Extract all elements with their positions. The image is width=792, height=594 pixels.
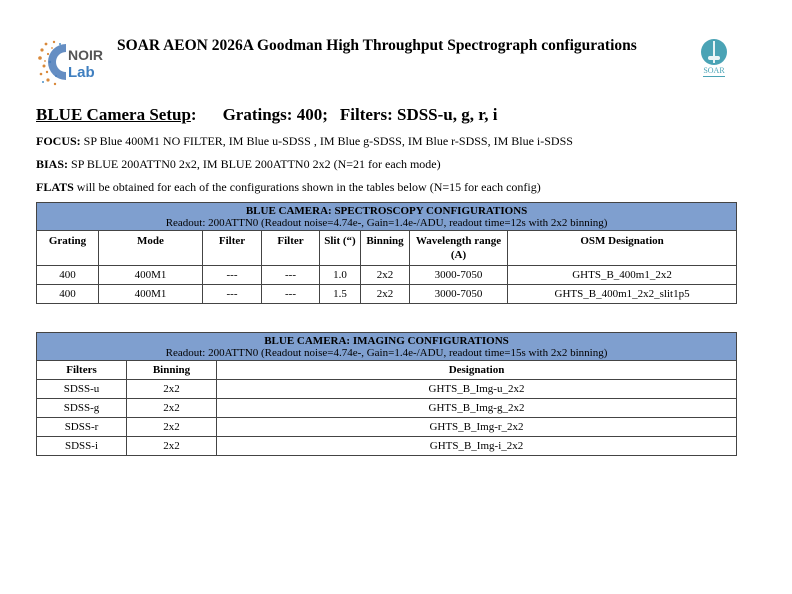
column-header: Binning bbox=[361, 231, 410, 266]
focus-line bbox=[36, 134, 573, 149]
table-cell: GHTS_B_400m1_2x2_slit1p5 bbox=[508, 285, 737, 304]
focus-label: FOCUS: bbox=[36, 134, 81, 148]
focus-text: SP Blue 400M1 NO FILTER, IM Blue u-SDSS , IM Blue g-SDSS, IM Blue r-SDSS, IM Blue i-SDSS bbox=[80, 134, 573, 148]
table-cell: 3000-7050 bbox=[410, 285, 508, 304]
soar-logo-text: SOAR bbox=[703, 66, 725, 75]
camera-setup-colon: : bbox=[190, 105, 197, 124]
noirlab-lab-text: Lab bbox=[68, 64, 95, 81]
camera-setup-heading bbox=[36, 105, 497, 125]
table-cell: GHTS_B_Img-r_2x2 bbox=[217, 418, 737, 437]
table-cell: GHTS_B_Img-i_2x2 bbox=[217, 437, 737, 456]
imaging-table bbox=[36, 332, 737, 456]
spectroscopy-table bbox=[36, 202, 737, 304]
flats-line bbox=[36, 180, 541, 195]
column-header: Wavelength range (A) bbox=[410, 231, 508, 266]
table-cell: 3000-7050 bbox=[410, 266, 508, 285]
column-header: OSM Designation bbox=[508, 231, 737, 266]
bias-line bbox=[36, 157, 441, 172]
table-cell: 1.5 bbox=[320, 285, 361, 304]
table-cell: 400 bbox=[37, 266, 99, 285]
table-cell: 2x2 bbox=[127, 437, 217, 456]
table-cell: SDSS-u bbox=[37, 380, 127, 399]
page-title: SOAR AEON 2026A Goodman High Throughput Spectrograph configurations bbox=[117, 37, 637, 54]
table-cell: 2x2 bbox=[127, 380, 217, 399]
soar-logo bbox=[697, 38, 731, 80]
imaging-table-header bbox=[37, 333, 737, 361]
table-cell: GHTS_B_Img-u_2x2 bbox=[217, 380, 737, 399]
table-row bbox=[37, 418, 737, 437]
camera-setup-label: BLUE Camera Setup bbox=[36, 105, 191, 124]
table-row bbox=[37, 285, 737, 304]
bias-label: BIAS: bbox=[36, 157, 69, 171]
table-cell: --- bbox=[203, 266, 262, 285]
filters-text: Filters: SDSS-u, g, r, i bbox=[339, 105, 498, 124]
spectroscopy-table-title: BLUE CAMERA: SPECTROSCOPY CONFIGURATIONS bbox=[245, 205, 528, 217]
column-header: Filter bbox=[262, 231, 320, 266]
table-cell: SDSS-g bbox=[37, 399, 127, 418]
table-cell: 2x2 bbox=[127, 418, 217, 437]
column-header: Slit (“) bbox=[320, 231, 361, 266]
imaging-readout: Readout: 200ATTN0 (Readout noise=4.74e-, Gain=1.4e-/ADU, readout time=15s with 2x2 binning) bbox=[165, 347, 608, 359]
bias-text: SP BLUE 200ATTN0 2x2, IM BLUE 200ATTN0 2x2 (N=21 for each mode) bbox=[68, 157, 441, 171]
table-row bbox=[37, 380, 737, 399]
table-cell: --- bbox=[262, 266, 320, 285]
flats-text: will be obtained for each of the configurations shown in the tables below (N=15 for each config) bbox=[73, 180, 541, 194]
table-cell: 2x2 bbox=[361, 266, 410, 285]
column-header: Filter bbox=[203, 231, 262, 266]
spectroscopy-table-header bbox=[37, 203, 737, 231]
table-cell: SDSS-r bbox=[37, 418, 127, 437]
table-cell: 400M1 bbox=[99, 285, 203, 304]
noirlab-logo bbox=[36, 36, 106, 88]
table-cell: 400 bbox=[37, 285, 99, 304]
table-cell: 2x2 bbox=[127, 399, 217, 418]
table-row bbox=[37, 399, 737, 418]
table-cell: --- bbox=[203, 285, 262, 304]
gratings-text: Gratings: 400; bbox=[222, 105, 328, 124]
table-cell: 2x2 bbox=[361, 285, 410, 304]
spectroscopy-readout: Readout: 200ATTN0 (Readout noise=4.74e-, Gain=1.4e-/ADU, readout time=12s with 2x2 binning) bbox=[165, 217, 608, 229]
table-row bbox=[37, 266, 737, 285]
table-cell: 1.0 bbox=[320, 266, 361, 285]
table-cell: GHTS_B_Img-g_2x2 bbox=[217, 399, 737, 418]
column-header: Binning bbox=[127, 361, 217, 380]
noirlab-noir-text: NOIR bbox=[68, 47, 103, 63]
column-header: Filters bbox=[37, 361, 127, 380]
flats-label: FLATS bbox=[36, 180, 74, 194]
table-cell: 400M1 bbox=[99, 266, 203, 285]
table-cell: --- bbox=[262, 285, 320, 304]
column-header: Grating bbox=[37, 231, 99, 266]
imaging-table-title: BLUE CAMERA: IMAGING CONFIGURATIONS bbox=[264, 335, 509, 347]
column-header: Designation bbox=[217, 361, 737, 380]
table-row bbox=[37, 437, 737, 456]
column-header: Mode bbox=[99, 231, 203, 266]
table-cell: GHTS_B_400m1_2x2 bbox=[508, 266, 737, 285]
table-cell: SDSS-i bbox=[37, 437, 127, 456]
